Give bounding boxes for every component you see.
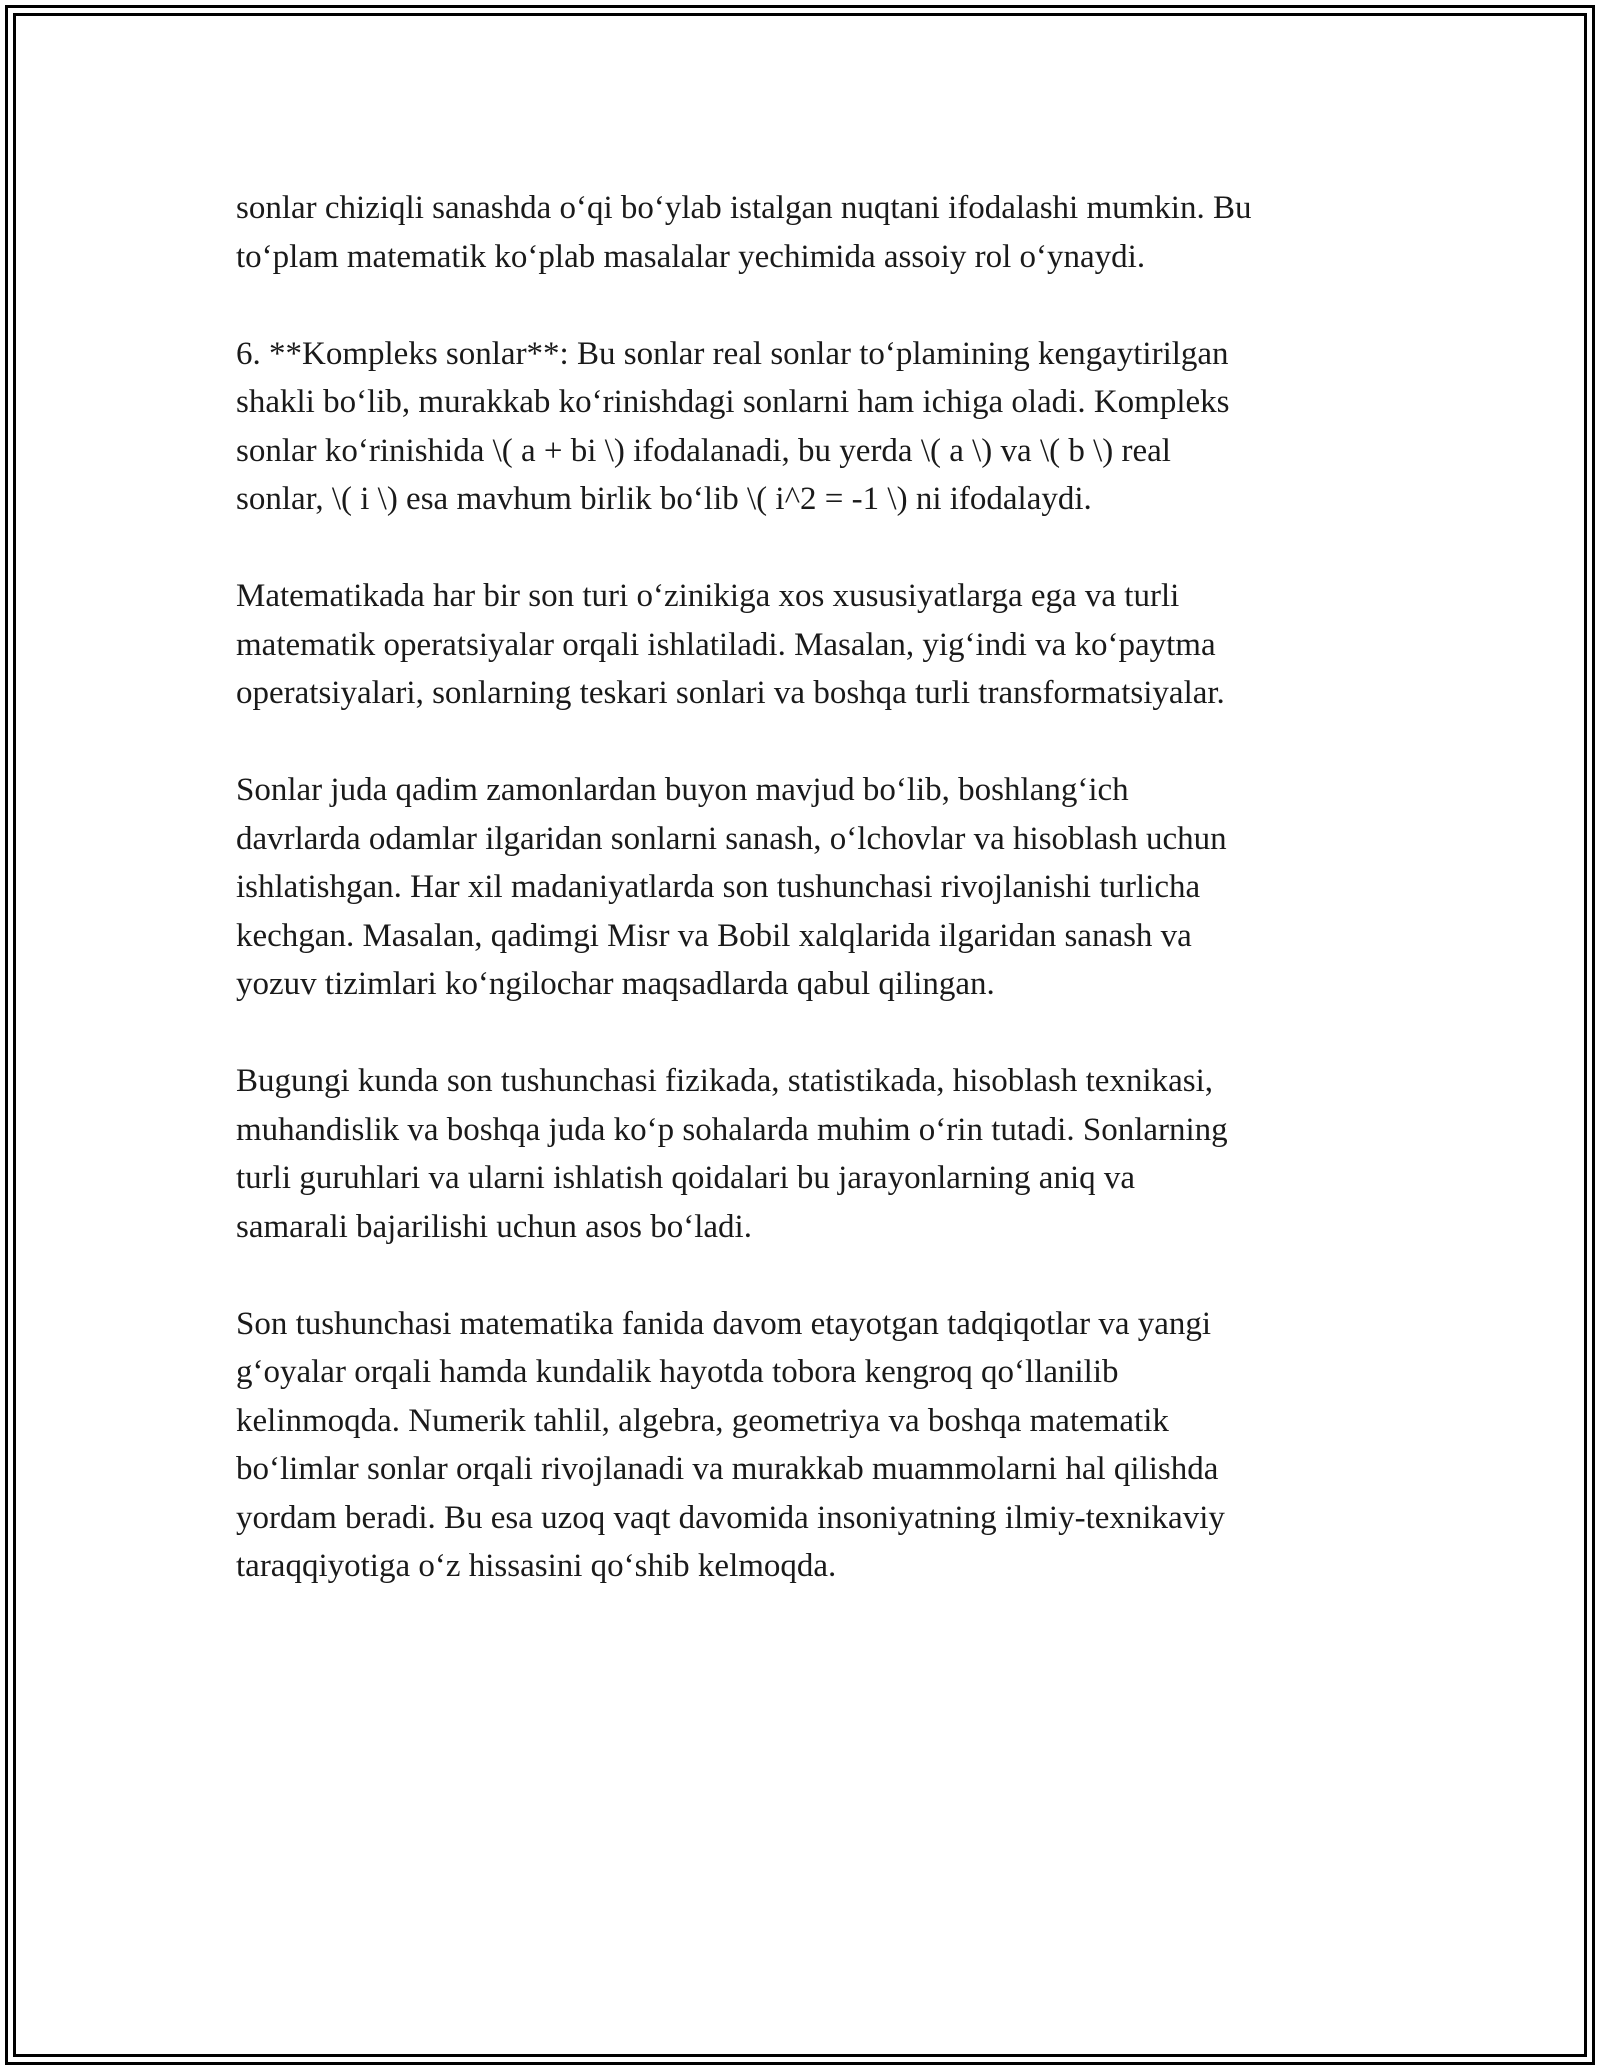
text-line: Son tushunchasi matematika fanida davom etayotgan tadqiqotlar va yangi (236, 1305, 1212, 1342)
paragraph-2 (236, 330, 1376, 524)
text-line: operatsiyalari, sonlarning teskari sonlari va boshqa turli transformatsiyalar. (236, 675, 1225, 711)
text-line: yordam beradi. Bu esa uzoq vaqt davomida insoniyatning ilmiy-texnikaviy (236, 1499, 1225, 1536)
paragraph-3 (236, 572, 1376, 718)
text-line: turli guruhlari va ularni ishlatish qoidalari bu jarayonlarning aniq va (236, 1160, 1136, 1196)
text-line: davrlarda odamlar ilgaridan sonlarni sanash, o‘lchovlar va hisoblash uchun (236, 820, 1227, 857)
text-line: sonlar ko‘rinishida \( a + bi \) ifodalanadi, bu yerda \( a \) va \( b \) real (236, 432, 1171, 469)
text-line: Bugungi kunda son tushunchasi fizikada, statistikada, hisoblash texnikasi, (236, 1063, 1214, 1099)
text-line: taraqqiyotiga o‘z hissasini qo‘shib kelmoqda. (236, 1548, 837, 1584)
text-line: sonlar chiziqli sanashda o‘qi bo‘ylab istalgan nuqtani ifodalashi mumkin. Bu (236, 190, 1252, 226)
text-line: ishlatishgan. Har xil madaniyatlarda son tushunchasi rivojlanishi turlicha (236, 869, 1201, 905)
text-line: yozuv tizimlari ko‘ngilochar maqsadlarda qabul qilingan. (236, 966, 995, 1002)
text-line: 6. **Kompleks sonlar**: Bu sonlar real sonlar to‘plamining kengaytirilgan (236, 335, 1229, 372)
text-line: to‘plam matematik ko‘plab masalalar yechimida assoiy rol o‘ynaydi. (236, 238, 1146, 275)
paragraph-4 (236, 766, 1376, 1009)
text-line: Sonlar juda qadim zamonlardan buyon mavjud bo‘lib, boshlang‘ich (236, 772, 1129, 808)
paragraph-6 (236, 1300, 1376, 1591)
text-line: muhandislik va boshqa juda ko‘p sohalarda muhim o‘rin tutadi. Sonlarning (236, 1111, 1228, 1148)
text-line: shakli bo‘lib, murakkab ko‘rinishdagi sonlarni ham ichiga oladi. Kompleks (236, 384, 1230, 420)
text-line: kelinmoqda. Numerik tahlil, algebra, geometriya va boshqa matematik (236, 1402, 1169, 1439)
text-line: kechgan. Masalan, qadimgi Misr va Bobil xalqlarida ilgaridan sanash va (236, 917, 1192, 954)
text-line: samarali bajarilishi uchun asos bo‘ladi. (236, 1208, 752, 1245)
text-line: sonlar, \( i \) esa mavhum birlik bo‘lib \( i^2 = -1 \) ni ifodalaydi. (236, 481, 1092, 517)
text-line: Matematikada har bir son turi o‘zinikiga xos xususiyatlarga ega va turli (236, 578, 1180, 614)
text-line: matematik operatsiyalar orqali ishlatiladi. Masalan, yig‘indi va ko‘paytma (236, 626, 1216, 663)
text-line: g‘oyalar orqali hamda kundalik hayotda tobora kengroq qo‘llanilib (236, 1354, 1119, 1390)
document-body (236, 184, 1376, 1639)
text-line: bo‘limlar sonlar orqali rivojlanadi va murakkab muammolarni hal qilishda (236, 1451, 1219, 1487)
paragraph-5 (236, 1057, 1376, 1251)
paragraph-1 (236, 184, 1376, 281)
